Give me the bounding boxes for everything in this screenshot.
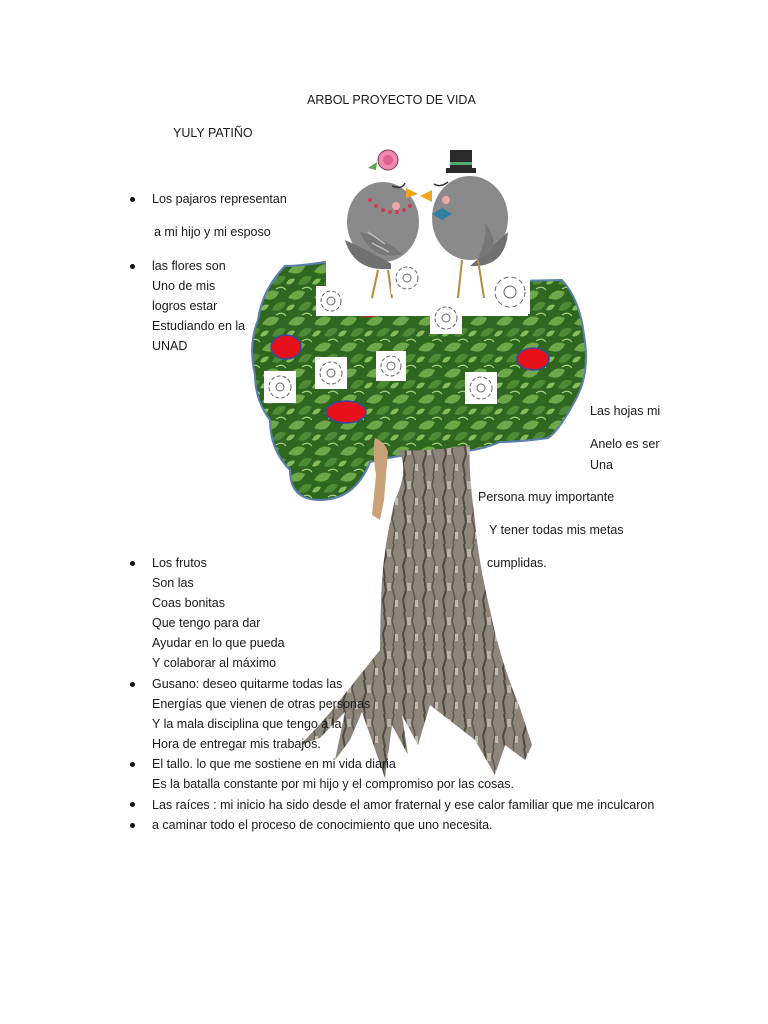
author-name: YULY PATIÑO (173, 126, 253, 140)
bullet (130, 802, 135, 807)
bullet (130, 682, 135, 687)
bullet (130, 823, 135, 828)
roots-text-2: a caminar todo el proceso de conocimiento que uno necesita. (152, 818, 493, 832)
leaves-text-2: Anelo es ser (590, 437, 660, 451)
fruits-text-3: Coas bonitas (152, 596, 225, 610)
fruit (271, 335, 301, 359)
leaves-text-6: cumplidas. (487, 556, 547, 570)
leaves-text-1: Las hojas mi (590, 404, 661, 418)
flowers-text-4: Estudiando en la (152, 319, 246, 333)
fruits-text-2: Son las (152, 576, 194, 590)
page-title: ARBOL PROYECTO DE VIDA (307, 93, 476, 107)
birds-text-2: a mi hijo y mi esposo (154, 225, 271, 239)
flowers-text-5: UNAD (152, 339, 188, 353)
fruits-text-5: Ayudar en lo que pueda (152, 636, 285, 650)
worm-text-3: Y la mala disciplina que tengo a la (152, 717, 342, 731)
flowers-text-1: las flores son (152, 259, 226, 273)
fruit (517, 348, 549, 370)
birds-text-1: Los pajaros representan (152, 192, 287, 206)
fruits-text-6: Y colaborar al máximo (152, 656, 277, 670)
bullet (130, 762, 135, 767)
flowers-text-2: Uno de mis (152, 279, 216, 293)
fruit (326, 401, 366, 423)
roots-text-1: Las raíces : mi inicio ha sido desde el amor fraternal y ese calor familiar que me inculcaron (152, 798, 655, 812)
leaves-text-4: Persona muy importante (478, 490, 615, 504)
leaves-text-5: Y tener todas mis metas (489, 523, 624, 537)
bullet (130, 561, 135, 566)
leaves-text-3: Una (590, 458, 613, 472)
stem-text-1: El tallo. lo que me sostiene en mi vida diaria (152, 757, 396, 771)
worm-text-1: Gusano: deseo quitarme todas las (152, 677, 343, 691)
worm-text-2: Energías que vienen de otras personas (152, 697, 371, 711)
tree-branch (372, 438, 388, 520)
stem-text-2: Es la batalla constante por mi hijo y el compromiso por las cosas. (152, 777, 514, 791)
worm-text-4: Hora de entregar mis trabajos. (152, 737, 321, 751)
flowers-text-3: logros estar (152, 299, 218, 313)
fruits-text-1: Los frutos (152, 556, 207, 570)
fruits-text-4: Que tengo para dar (152, 616, 261, 630)
